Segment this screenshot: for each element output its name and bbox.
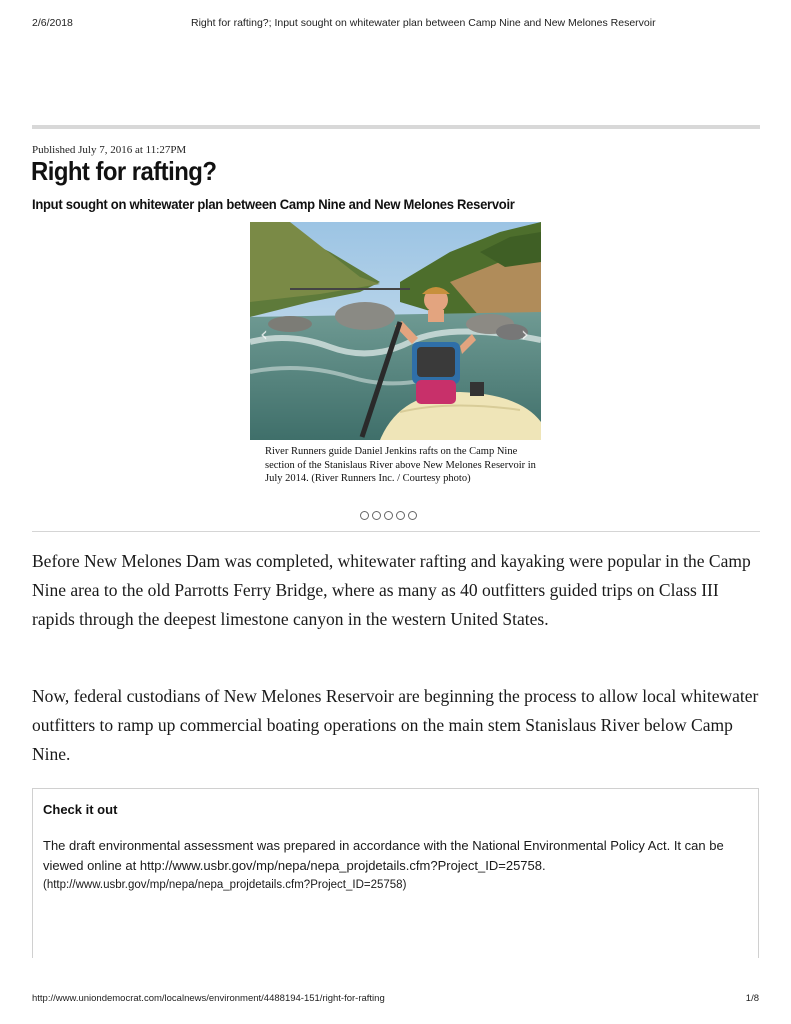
infobox-text: The draft environmental assessment was prepared in accordance with the National Environmental Policy Act. It can be viewed online at http://www.usbr.gov/mp/nepa/nepa_projdetails.cfm?Project_ID=25758. (43, 838, 724, 873)
carousel-pagination (360, 511, 417, 520)
article-paragraph: Before New Melones Dam was completed, whitewater rafting and kayaking were popular in the Camp Nine area to the old Parrotts Ferry Bridge, where as many as 40 outfitters guided trips on Class III rapids through the deepest limestone canyon in the western United States. (32, 551, 751, 629)
photo-carousel[interactable] (250, 222, 541, 440)
rafting-photo (250, 222, 541, 440)
article-headline: Right for rafting? (31, 156, 217, 186)
content-divider (32, 531, 760, 532)
check-it-out-box (32, 788, 759, 958)
header-divider (32, 125, 760, 129)
page-url: http://www.uniondemocrat.com/localnews/environment/4488194-151/right-for-rafting (32, 993, 385, 1004)
carousel-dot-1[interactable] (360, 511, 369, 520)
chevron-right-icon[interactable]: › (521, 322, 529, 346)
carousel-dot-2[interactable] (372, 511, 381, 520)
photo-caption: River Runners guide Daniel Jenkins rafts on the Camp Nine section of the Stanislaus River above New Melones Reservoir in July 2014. (River Runners Inc. / Courtesy photo) (265, 446, 536, 484)
article-paragraph: Now, federal custodians of New Melones Reservoir are beginning the process to allow local whitewater outfitters to ramp up commercial boating operations on the main stem Stanislaus River below Camp Nine. (32, 686, 759, 764)
published-date: Published July 7, 2016 at 11:27PM (32, 144, 187, 156)
carousel-dot-3[interactable] (384, 511, 393, 520)
infobox-title: Check it out (43, 802, 118, 817)
chevron-left-icon[interactable]: ‹ (260, 322, 268, 346)
carousel-dot-4[interactable] (396, 511, 405, 520)
article-subheadline: Input sought on whitewater plan between Camp Nine and New Melones Reservoir (32, 196, 515, 212)
print-document-title: Right for rafting?; Input sought on whitewater plan between Camp Nine and New Melones Reservoir (191, 17, 656, 29)
print-date: 2/6/2018 (32, 17, 73, 29)
infobox-link[interactable]: (http://www.usbr.gov/mp/nepa/nepa_projdetails.cfm?Project_ID=25758) (43, 879, 407, 891)
carousel-dot-5[interactable] (408, 511, 417, 520)
print-footer (32, 993, 759, 1007)
page-number: 1/8 (745, 993, 759, 1004)
print-header (32, 17, 759, 31)
